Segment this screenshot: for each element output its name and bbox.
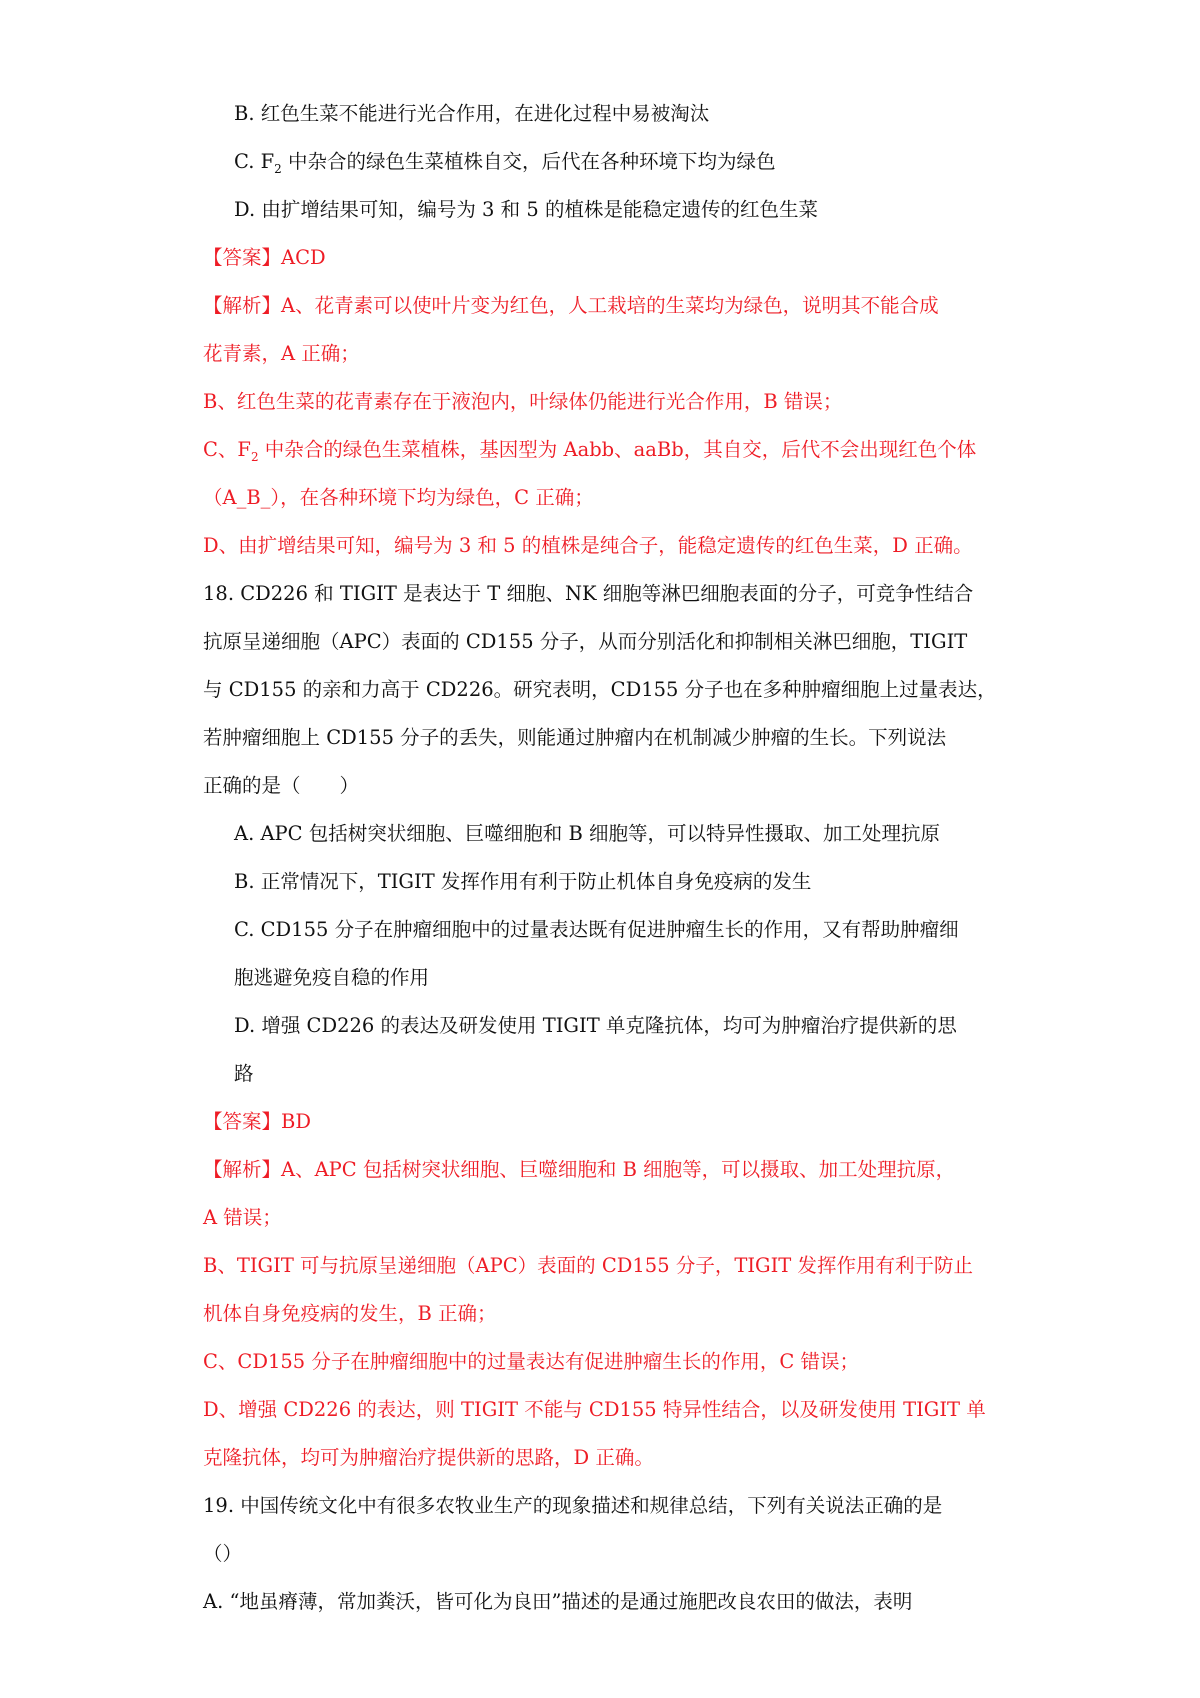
answer-value: BD [281,1110,311,1133]
q18-stem-line-2: 抗原呈递细胞（APC）表面的 CD155 分子，从而分别活化和抑制相关淋巴细胞，TIGIT [203,630,968,653]
q18-analysis-line-5: C、CD155 分子在肿瘤细胞中的过量表达有促进肿瘤生长的作用，C 错误； [203,1350,860,1373]
q17-option-c-pre: C. F [234,150,275,173]
q18-analysis-line-4: 机体自身免疫病的发生，B 正确； [203,1302,497,1325]
q17-analysis-line-5: （A_B_），在各种环境下均为绿色，C 正确； [203,486,594,509]
analysis-l4-post: 中杂合的绿色生菜植株，基因型为 Aabb、aaBb，其自交，后代不会出现红色个体 [258,438,977,461]
q18-stem-line-1: 18. CD226 和 TIGIT 是表达于 T 细胞、NK 细胞等淋巴细胞表面的分子，可竞争性结合 [203,582,974,605]
q17-analysis-line-2: 花青素，A 正确； [203,342,360,365]
analysis-text: A、花青素可以使叶片变为红色，人工栽培的生菜均为绿色，说明其不能合成 [281,294,939,317]
q17-analysis-line-1 [203,294,939,318]
q19-stem-line-1: 19. 中国传统文化中有很多农牧业生产的现象描述和规律总结，下列有关说法正确的是 [203,1494,943,1517]
analysis-l4-sub: 2 [250,449,259,464]
analysis-label: 【解析】 [203,1158,282,1181]
q17-analysis-line-6: D、由扩增结果可知，编号为 3 和 5 的植株是纯合子，能稳定遗传的红色生菜，D 正确。 [203,534,973,557]
q19-option-a-line-1: A. “地虽瘠薄，常加粪沃，皆可化为良田”描述的是通过施肥改良农田的做法，表明 [203,1590,913,1613]
q17-option-c [234,150,776,174]
q17-analysis-line-4 [203,438,976,462]
q17-option-d: D. 由扩增结果可知，编号为 3 和 5 的植株是能稳定遗传的红色生菜 [234,198,818,221]
q17-option-b: B. 红色生菜不能进行光合作用，在进化过程中易被淘汰 [234,102,710,125]
q18-stem-line-3: 与 CD155 的亲和力高于 CD226。研究表明，CD155 分子也在多种肿瘤细胞上过量表达， [203,678,997,701]
analysis-l4-pre: C、F [203,438,251,461]
q18-option-a: A. APC 包括树突状细胞、巨噬细胞和 B 细胞等，可以特异性摄取、加工处理抗原 [234,822,941,845]
q18-option-b: B. 正常情况下，TIGIT 发挥作用有利于防止机体自身免疫病的发生 [234,870,812,893]
q17-answer [203,246,326,270]
q18-analysis-line-1 [203,1158,955,1182]
q18-option-d-line-2: 路 [234,1062,254,1085]
q18-option-c-line-1: C. CD155 分子在肿瘤细胞中的过量表达既有促进肿瘤生长的作用，又有帮助肿瘤细 [234,918,959,941]
q17-analysis-line-3: B、红色生菜的花青素存在于液泡内，叶绿体仍能进行光合作用，B 错误； [203,390,843,413]
q18-stem-line-4: 若肿瘤细胞上 CD155 分子的丢失，则能通过肿瘤内在机制减少肿瘤的生长。下列说法 [203,726,947,749]
q18-option-c-line-2: 胞逃避免疫自稳的作用 [234,966,430,989]
analysis-text: A、APC 包括树突状细胞、巨噬细胞和 B 细胞等，可以摄取、加工处理抗原， [281,1158,956,1181]
answer-label: 【答案】 [203,246,282,269]
q19-stem-line-2: （） [203,1542,243,1565]
q18-analysis-line-6: D、增强 CD226 的表达，则 TIGIT 不能与 CD155 特异性结合，以及研发使用 TIGIT 单 [203,1398,986,1421]
q18-stem-line-5: 正确的是（ ） [203,774,360,797]
q18-answer [203,1110,311,1134]
q18-analysis-line-7: 克隆抗体，均可为肿瘤治疗提供新的思路，D 正确。 [203,1446,654,1469]
answer-value: ACD [281,246,326,269]
q18-analysis-line-2: A 错误； [203,1206,282,1229]
answer-label: 【答案】 [203,1110,282,1133]
q18-option-d-line-1: D. 增强 CD226 的表达及研发使用 TIGIT 单克隆抗体，均可为肿瘤治疗提供新的思 [234,1014,957,1037]
q18-analysis-line-3: B、TIGIT 可与抗原呈递细胞（APC）表面的 CD155 分子，TIGIT 发挥作用有利于防止 [203,1254,974,1277]
q17-option-c-post: 中杂合的绿色生菜植株自交，后代在各种环境下均为绿色 [281,150,776,173]
q17-option-c-sub: 2 [274,161,282,176]
analysis-label: 【解析】 [203,294,282,317]
